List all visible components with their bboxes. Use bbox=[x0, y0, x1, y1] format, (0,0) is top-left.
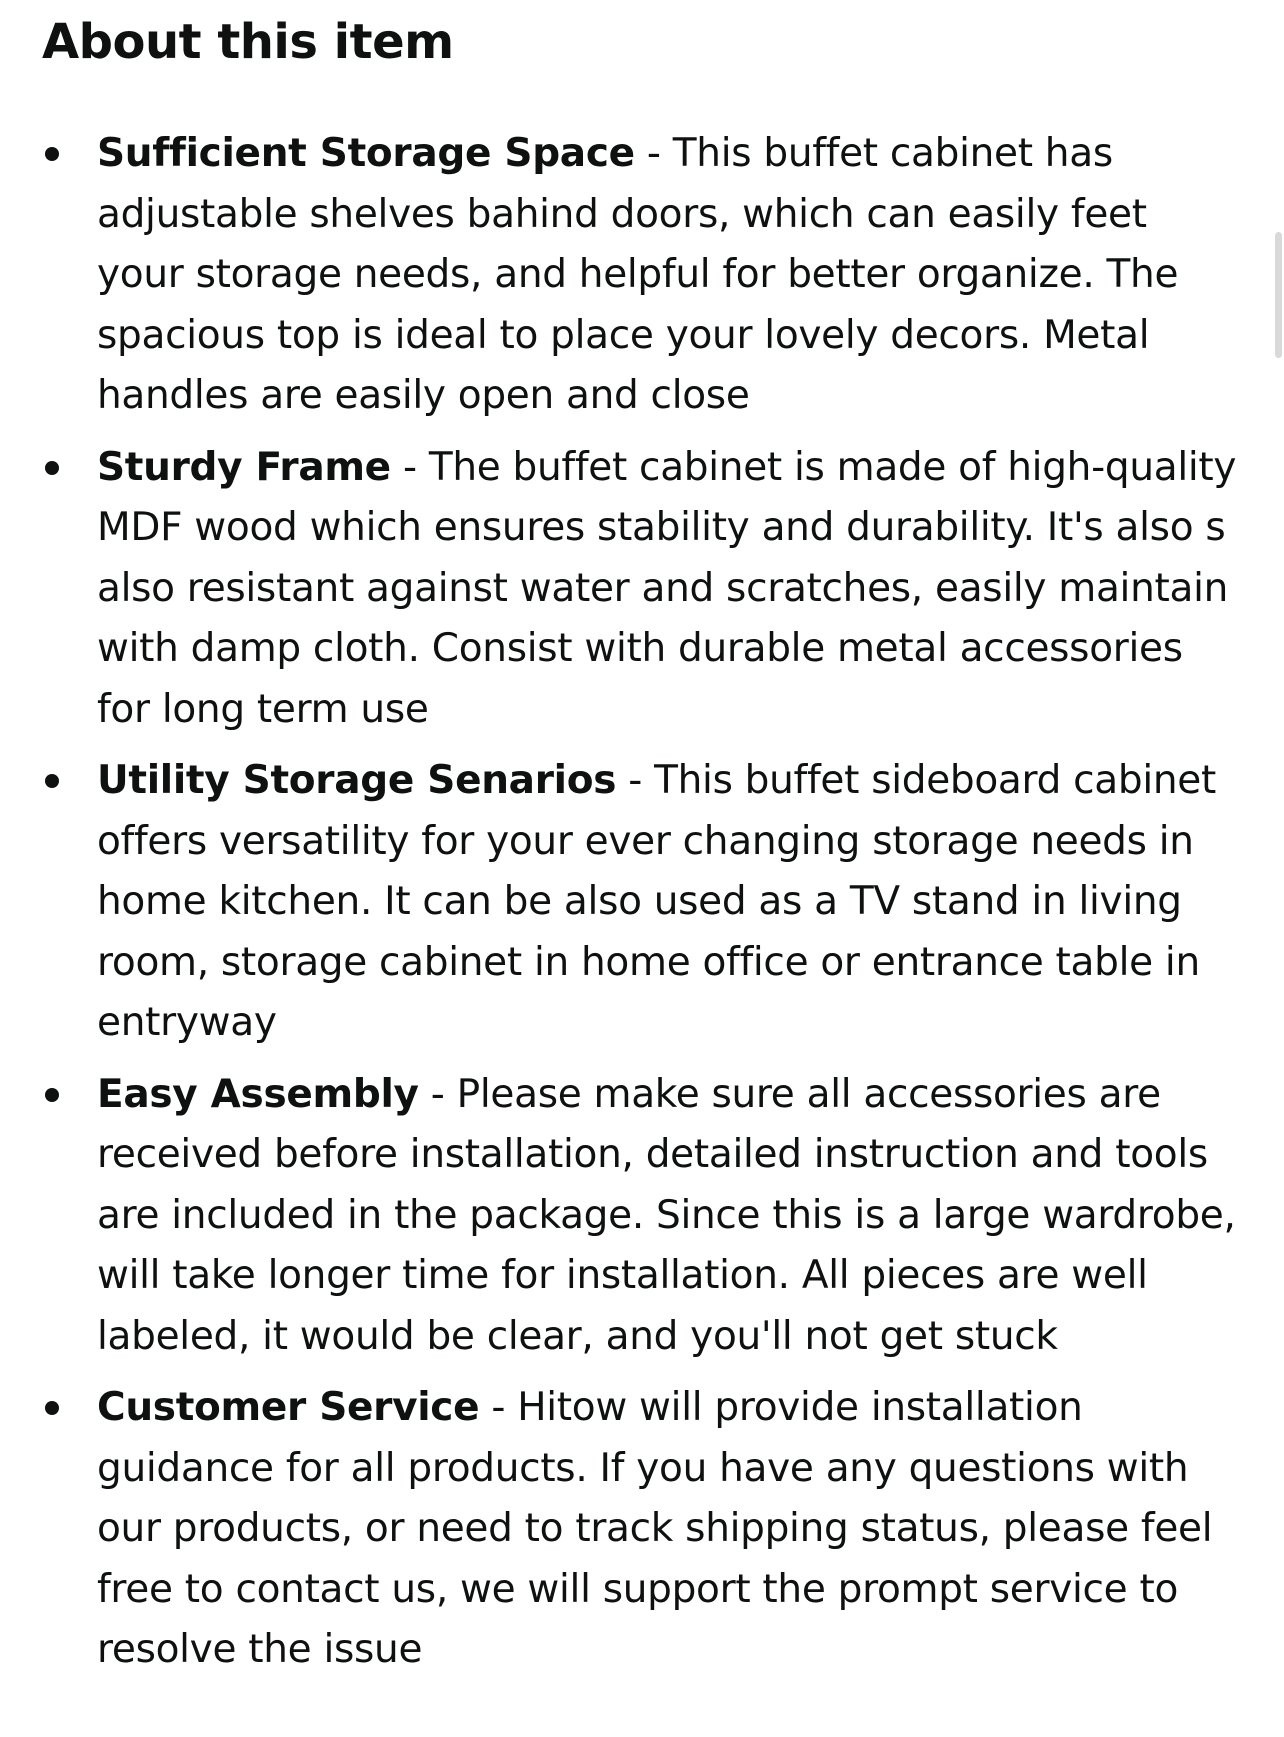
bullet-dot-icon bbox=[45, 774, 59, 788]
feature-bullet bbox=[0, 751, 1242, 1054]
bullet-separator: - bbox=[479, 1385, 518, 1430]
section-heading: About this item bbox=[42, 14, 454, 70]
bullet-dot-icon bbox=[45, 1401, 59, 1415]
feature-bullet bbox=[0, 438, 1242, 741]
bullet-title: Utility Storage Senarios bbox=[97, 758, 617, 803]
bullet-text: Please make sure all accessories are received before installation, detailed instruction and tools are included in the package. Since this is a large wardrobe, will take longer time for installation. All pieces are well labeled, it would be clear, and you'll not get stuck bbox=[97, 1071, 1236, 1359]
scrollbar-thumb[interactable] bbox=[1275, 232, 1282, 358]
bullet-separator: - bbox=[634, 131, 673, 176]
feature-bullet bbox=[0, 1378, 1242, 1681]
bullet-dot-icon bbox=[45, 461, 59, 475]
bullet-text: Hitow will provide installation guidance for all products. If you have any questions with our products, or need to track shipping status, please feel free to contact us, we will support the prompt service to resolve the issue bbox=[97, 1385, 1213, 1672]
bullet-text: The buffet cabinet is made of high-quality MDF wood which ensures stability and durability. It's also s also resistant against water and scratches, easily maintain with damp cloth. Consist with durable metal accessories for long term use bbox=[97, 444, 1237, 732]
feature-bullet bbox=[0, 124, 1242, 427]
bullet-title: Easy Assembly bbox=[97, 1071, 419, 1117]
bullet-title: Customer Service bbox=[97, 1385, 480, 1430]
bullet-title: Sufficient Storage Space bbox=[97, 131, 635, 176]
bullet-dot-icon bbox=[45, 147, 59, 161]
feature-bullet-list bbox=[0, 124, 1284, 1692]
bullet-separator: - bbox=[616, 758, 655, 803]
bullet-text: This buffet cabinet has adjustable shelves bahind doors, which can easily feet your storage needs, and helpful for better organize. The spacious top is ideal to place your lovely decors. Metal handles are easily open and close bbox=[97, 131, 1179, 418]
feature-bullet bbox=[0, 1065, 1242, 1368]
bullet-separator: - bbox=[390, 444, 429, 490]
bullet-separator: - bbox=[418, 1071, 457, 1117]
bullet-title: Sturdy Frame bbox=[97, 444, 391, 490]
bullet-dot-icon bbox=[45, 1088, 59, 1102]
bullet-text: This buffet sideboard cabinet offers versatility for your ever changing storage needs in home kitchen. It can be also used as a TV stand in living room, storage cabinet in home office or entrance table in entryway bbox=[97, 758, 1216, 1045]
